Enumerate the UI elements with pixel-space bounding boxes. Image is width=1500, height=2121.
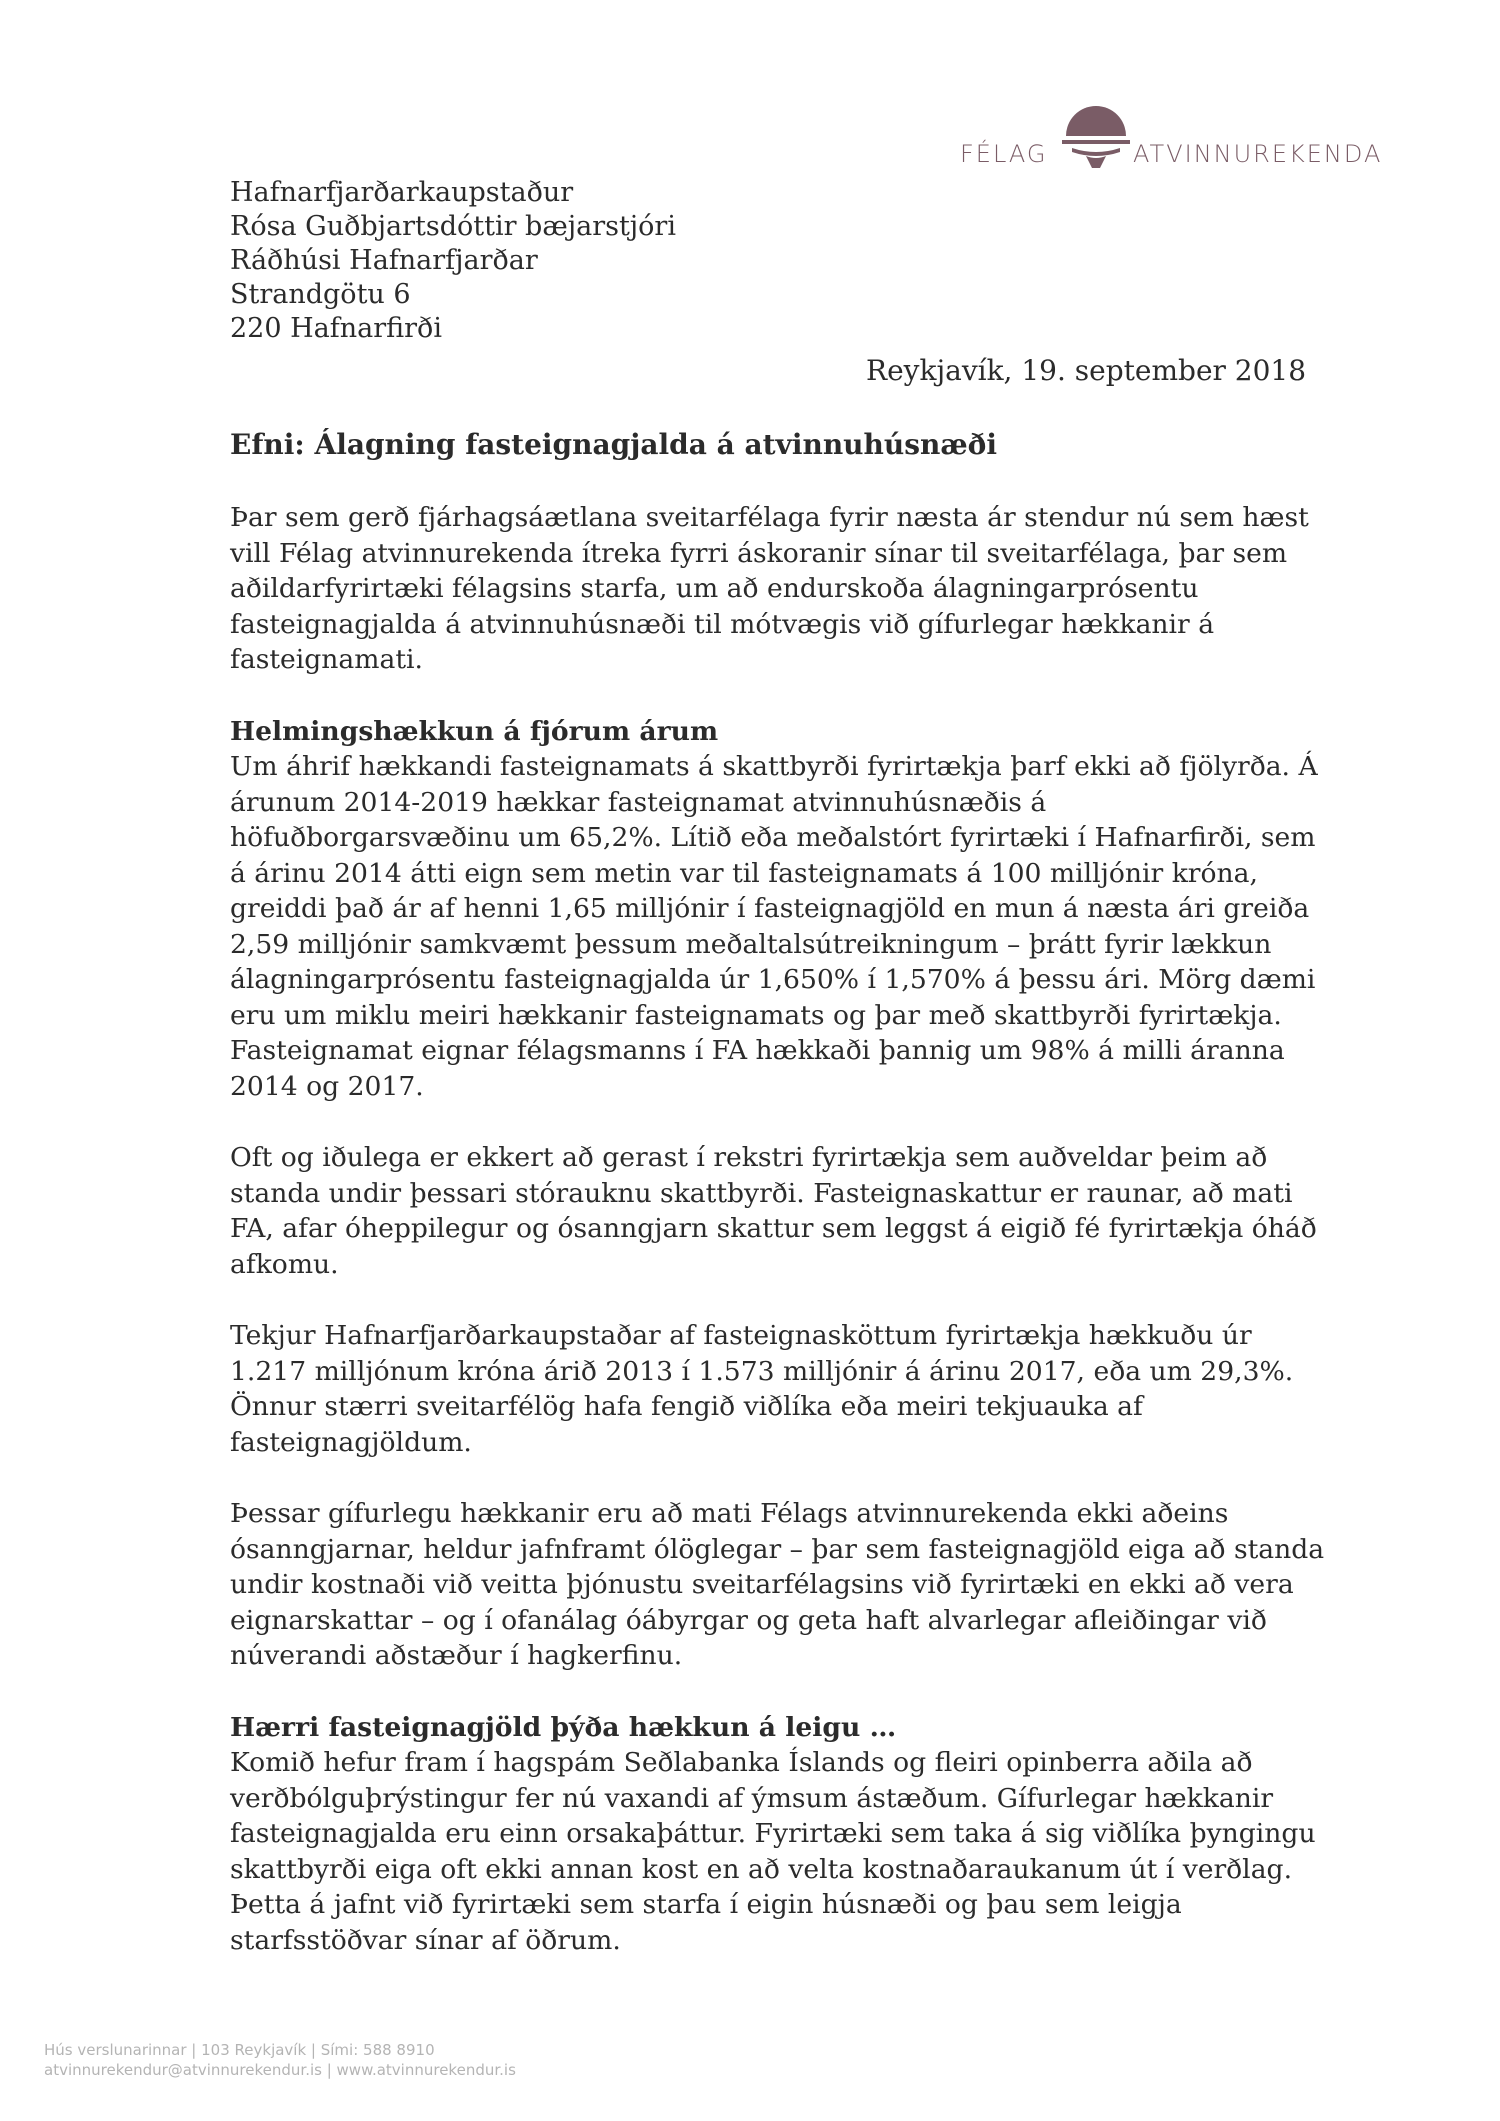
text-line: fasteignagjalda á atvinnuhúsnæði til mótvægis við gífurlegar hækkanir á <box>230 608 1215 640</box>
text-line: afkomu. <box>230 1248 339 1280</box>
text-line: eru um miklu meiri hækkanir fasteignamats og þar með skattbyrði fyrirtækja. <box>230 999 1282 1031</box>
footer-address: Hús verslunarinnar | 103 Reykjavík | Sími: 588 8910 <box>44 2041 435 2059</box>
address-line: Ráðhúsi Hafnarfjarðar <box>230 245 538 276</box>
logo-mark-icon <box>1060 96 1132 176</box>
text-line: aðildarfyrirtæki félagsins starfa, um að endurskoða álagningarprósentu <box>230 573 1199 604</box>
paragraph-rent <box>230 1745 1316 1958</box>
text-line: 2,59 milljónir samkvæmt þessum meðaltalsútreikningum – þrátt fyrir lækkun <box>230 928 1272 960</box>
letter-date: Reykjavík, 19. september 2018 <box>866 354 1307 387</box>
paragraph-unfair <box>230 1496 1325 1674</box>
text-line: Þetta á jafnt við fyrirtæki sem starfa í eigin húsnæði og þau sem leigja <box>230 1889 1182 1920</box>
paragraph-revenue <box>230 1318 1294 1460</box>
text-line: Um áhrif hækkandi fasteignamats á skattbyrði fyrirtækja þarf ekki að fjölyrða. Á <box>230 751 1318 782</box>
text-line: FA, afar óheppilegur og ósanngjarn skattur sem leggst á eigið fé fyrirtækja óháð <box>230 1213 1317 1244</box>
text-line: 1.217 milljónum króna árið 2013 í 1.573 milljónir á árinu 2017, eða um 29,3%. <box>230 1355 1294 1387</box>
text-line: álagningarprósentu fasteignagjalda úr 1,650% í 1,570% á þessu ári. Mörg dæmi <box>230 964 1316 995</box>
footer-contact: atvinnurekendur@atvinnurekendur.is | www.atvinnurekendur.is <box>44 2061 516 2079</box>
text-line: greiddi það ár af henni 1,65 milljónir í fasteignagjöld en mun á næsta ári greiða <box>230 893 1310 924</box>
text-line: núverandi aðstæður í hagkerfinu. <box>230 1640 683 1671</box>
text-line: standa undir þessari stórauknu skattbyrði. Fasteignaskattur er raunar, að mati <box>230 1177 1293 1209</box>
text-line: Oft og iðulega er ekkert að gerast í rekstri fyrirtækja sem auðveldar þeim að <box>230 1142 1268 1173</box>
paragraph-intro <box>230 500 1309 678</box>
paragraph-increase <box>230 749 1318 1104</box>
text-line: 2014 og 2017. <box>230 1070 424 1102</box>
text-line: Önnur stærri sveitarfélög hafa fengið viðlíka eða meiri tekjuauka af <box>230 1391 1143 1422</box>
text-line: á árinu 2014 átti eign sem metin var til fasteignamats á 100 milljónir króna, <box>230 857 1258 889</box>
letter-subject: Efni: Álagning fasteignagjalda á atvinnuhúsnæði <box>230 428 997 461</box>
section-heading: Hærri fasteignagjöld þýða hækkun á leigu … <box>230 1711 897 1743</box>
letter-body <box>230 500 1325 1958</box>
address-line: 220 Hafnarfirði <box>230 313 442 344</box>
text-line: vill Félag atvinnurekenda ítreka fyrri áskoranir sínar til sveitarfélaga, þar sem <box>230 537 1288 569</box>
recipient-address <box>230 176 676 346</box>
letter-footer <box>44 2040 516 2080</box>
text-line: Tekjur Hafnarfjarðarkaupstaðar af fasteignasköttum fyrirtækja hækkuðu úr <box>230 1320 1252 1351</box>
organization-logo <box>960 96 1400 186</box>
logo-text-felag: FÉLAG <box>960 140 1048 168</box>
section-heading: Helmingshækkun á fjórum árum <box>230 715 719 747</box>
text-line: fasteignagjalda eru einn orsakaþáttur. Fyrirtæki sem taka á sig viðlíka þyngingu <box>230 1818 1316 1849</box>
text-line: Þar sem gerð fjárhagsáætlana sveitarfélaga fyrir næsta ár stendur nú sem hæst <box>230 502 1309 533</box>
text-line: eignarskattar – og í ofanálag óábyrgar og geta haft alvarlegar afleiðingar við <box>230 1604 1267 1636</box>
address-line: Rósa Guðbjartsdóttir bæjarstjóri <box>230 211 676 242</box>
text-line: Komið hefur fram í hagspám Seðlabanka Íslands og fleiri opinberra aðila að <box>230 1747 1253 1778</box>
text-line: ósanngjarnar, heldur jafnframt ólöglegar – þar sem fasteignagjöld eiga að standa <box>230 1533 1325 1565</box>
text-line: skattbyrði eiga oft ekki annan kost en að velta kostnaðaraukanum út í verðlag. <box>230 1853 1293 1885</box>
text-line: undir kostnaði við veitta þjónustu sveitarfélagsins við fyrirtæki en ekki að vera <box>230 1569 1294 1600</box>
address-line: Hafnarfjarðarkaupstaður <box>230 177 574 208</box>
address-line: Strandgötu 6 <box>230 279 411 310</box>
text-line: fasteignagjöldum. <box>230 1426 472 1458</box>
text-line: höfuðborgarsvæðinu um 65,2%. Lítið eða meðalstórt fyrirtæki í Hafnarfirði, sem <box>230 822 1316 853</box>
text-line: starfsstöðvar sínar af öðrum. <box>230 1924 621 1956</box>
paragraph-burden <box>230 1140 1317 1282</box>
logo-text-atvinnurekenda: ATVINNUREKENDA <box>1133 140 1383 168</box>
text-line: Þessar gífurlegu hækkanir eru að mati Félags atvinnurekenda ekki aðeins <box>230 1498 1229 1529</box>
text-line: fasteignamati. <box>230 644 423 675</box>
text-line: verðbólguþrýstingur fer nú vaxandi af ýmsum ástæðum. Gífurlegar hækkanir <box>230 1782 1274 1814</box>
text-line: Fasteignamat eignar félagsmanns í FA hækkaði þannig um 98% á milli áranna <box>230 1035 1285 1066</box>
text-line: árunum 2014-2019 hækkar fasteignamat atvinnuhúsnæðis á <box>230 786 1047 818</box>
